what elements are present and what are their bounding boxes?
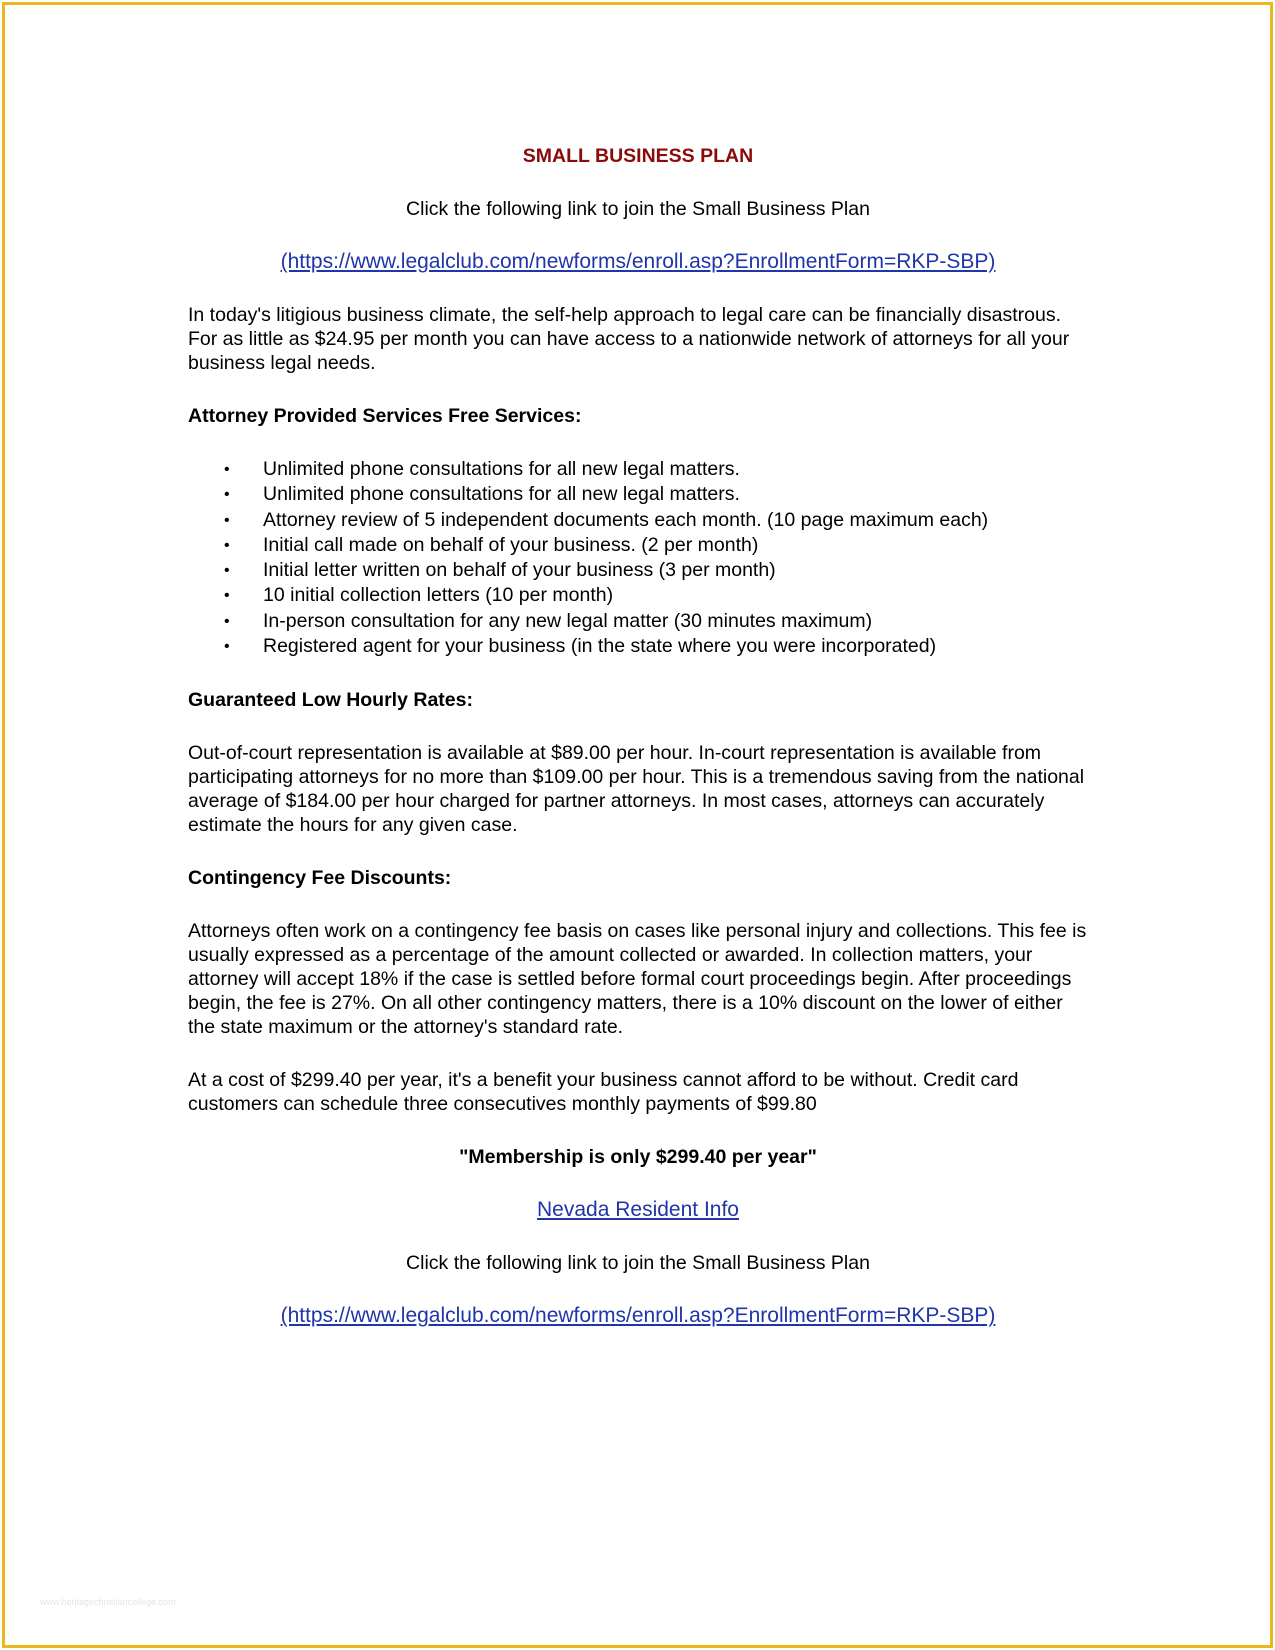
- list-item: • Attorney review of 5 independent documents each month. (10 page maximum each): [188, 508, 1088, 533]
- nevada-link-container: [188, 1198, 1088, 1222]
- enroll-link-container: [188, 250, 1088, 274]
- rates-paragraph: Out-of-court representation is available at $89.00 per hour. In-court representation is available from participating attorneys for no more than $109.00 per hour. This is a tremendous saving from the national average of $184.00 per hour charged for partner attorneys. In most cases, attorneys can accurately estimate the hours for any given case.: [188, 742, 1085, 837]
- watermark: www.heritagechristiancollege.com: [40, 1597, 176, 1607]
- intro-paragraph: In today's litigious business climate, the self-help approach to legal care can be financially disastrous. For as little as $24.95 per month you can have access to a nationwide network of attorneys for all your business legal needs.: [188, 304, 1070, 374]
- enroll-link-bottom[interactable]: (https://www.legalclub.com/newforms/enroll.asp?EnrollmentForm=RKP-SBP): [280, 1304, 996, 1328]
- rates-heading: Guaranteed Low Hourly Rates:: [188, 689, 473, 712]
- bullet-icon: •: [224, 536, 230, 554]
- list-item: • In-person consultation for any new legal matter (30 minutes maximum): [188, 609, 1088, 634]
- services-heading: Attorney Provided Services Free Services:: [188, 405, 582, 427]
- enroll-link[interactable]: (https://www.legalclub.com/newforms/enroll.asp?EnrollmentForm=RKP-SBP): [280, 250, 996, 273]
- services-list: [188, 457, 1088, 659]
- list-item: • Unlimited phone consultations for all new legal matters.: [188, 482, 1088, 507]
- bullet-icon: •: [224, 562, 230, 580]
- cost-paragraph: At a cost of $299.40 per year, it's a benefit your business cannot afford to be without. Credit card customers can schedule three consecutives monthly payments of $99.80: [188, 1069, 1019, 1116]
- contingency-paragraph: Attorneys often work on a contingency fee basis on cases like personal injury and collections. This fee is usually expressed as a percentage of the amount collected or awarded. In collection matters, your attorney will accept 18% if the case is settled before formal court proceedings begin. After proceedings begin, the fee is 27%. On all other contingency matters, there is a 10% discount on the lower of either the state maximum or the attorney's standard rate.: [188, 920, 1087, 1039]
- bullet-icon: •: [224, 587, 230, 605]
- document-body: [188, 144, 1088, 1357]
- document-title: SMALL BUSINESS PLAN: [522, 145, 754, 167]
- bullet-icon: •: [224, 486, 230, 504]
- list-item: • 10 initial collection letters (10 per month): [188, 583, 1088, 608]
- list-item: • Unlimited phone consultations for all new legal matters.: [188, 457, 1088, 482]
- list-item: • Initial call made on behalf of your business. (2 per month): [188, 533, 1088, 558]
- list-item: • Registered agent for your business (in the state where you were incorporated): [188, 634, 1088, 659]
- contingency-heading: Contingency Fee Discounts:: [188, 867, 452, 890]
- intro-click-text: Click the following link to join the Small Business Plan: [406, 198, 870, 220]
- bullet-icon: •: [224, 612, 230, 630]
- bullet-icon: •: [224, 511, 230, 529]
- membership-quote: "Membership is only $299.40 per year": [459, 1146, 817, 1169]
- outro-click-text: Click the following link to join the Small Business Plan: [406, 1252, 870, 1275]
- list-item: • Initial letter written on behalf of your business (3 per month): [188, 558, 1088, 583]
- enroll-link-container-2: [188, 1304, 1088, 1328]
- bullet-icon: •: [224, 638, 230, 656]
- bullet-icon: •: [224, 461, 230, 478]
- nevada-resident-link[interactable]: Nevada Resident Info: [537, 1198, 739, 1222]
